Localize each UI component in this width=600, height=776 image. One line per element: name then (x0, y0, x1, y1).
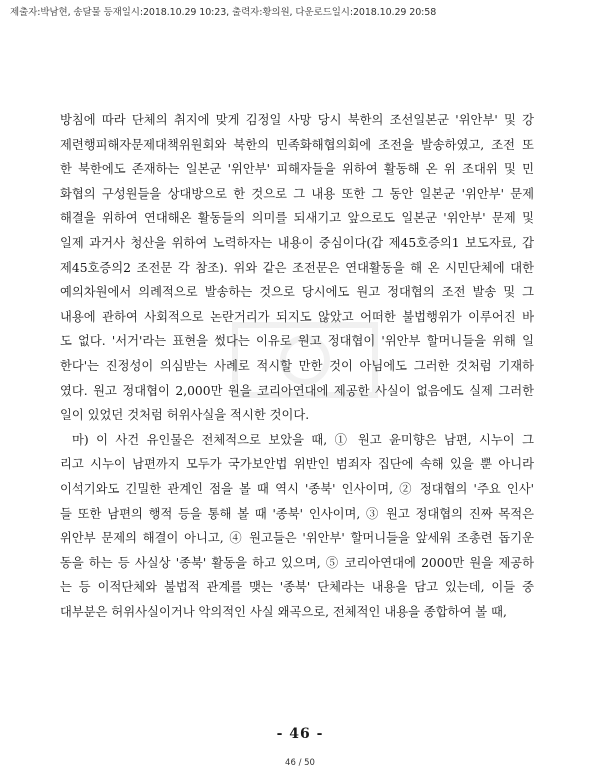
text-line: 해결을 위하여 연대해온 활동들의 의미를 되새기고 앞으로도 일본군 '위안부' 문제 및 (60, 211, 534, 226)
text-line: 한다'는 진정성이 의심받는 사례로 적시할 만한 것이 아님에도 그러한 것처럼 기재하 (60, 358, 534, 373)
text-line: 일제 과거사 청산을 위하여 노력하자는 내용이 중심이다(갑 제45호증의1 보도자료, 갑 (60, 235, 534, 250)
text-line: 예의차원에서 의례적으로 발송하는 것으로 당시에도 원고 정대협의 조전 발송 및 그 (60, 285, 534, 300)
text-line: 였다. 원고 정대협이 2,000만 원을 코리아연대에 제공한 사실이 없음에도 실제 그러한 (60, 383, 534, 398)
text-line: 일이 있었던 것처럼 허위사실을 적시한 것이다. (60, 408, 310, 423)
paragraph-2 (60, 428, 534, 625)
page-count: 46 / 50 (285, 758, 315, 768)
document-header: 제출자:박남현, 송달물 등재일시:2018.10.29 10:23, 출력자:황의원, 다운로드일시:2018.10.29 20:58 (10, 7, 437, 18)
text-line: 마) 이 사건 유인물은 전체적으로 보았을 때, ① 원고 윤미향은 남편, 시누이 그 (72, 432, 534, 447)
text-line: 리고 시누이 남편까지 모두가 국가보안법 위반인 범죄자 집단에 속해 있을 뿐 아니라 (60, 457, 534, 472)
text-line: 이석기와도 긴밀한 관계인 점을 볼 때 역시 '종북' 인사이며, ② 정대협의 '주요 인사' (60, 481, 534, 496)
page-number: - 46 - (276, 726, 324, 742)
text-line: 동을 하는 등 사실상 '종북' 활동을 하고 있으며, ⑤ 코리아연대에 2000만 원을 제공하 (60, 555, 534, 570)
text-line: 도 없다. '서거'라는 표현을 썼다는 이유로 원고 정대협이 '위안부 할머니들을 위해 일 (60, 334, 534, 349)
text-line: 방침에 따라 단체의 취지에 맞게 김정일 사망 당시 북한의 조선일본군 '위안부' 및 강 (60, 113, 534, 127)
text-line: 한 북한에도 존재하는 일본군 '위안부' 피해자들을 위하여 활동해 온 위 조대위 및 민 (60, 162, 534, 177)
text-line: 제45호증의2 조전문 각 참조). 위와 같은 조전문은 연대활동을 해 온 시민단체에 대한 (60, 260, 534, 275)
text-line: 내용에 관하여 사회적으로 논란거리가 되지도 않았고 어떠한 불법행위가 이루어진 바 (60, 309, 534, 324)
text-line: 대부분은 허위사실이거나 악의적인 사실 왜곡으로, 전체적인 내용을 종합하여 볼 때, (60, 604, 507, 619)
text-line: 제련행피해자문제대책위원회와 북한의 민족화해협의회에 조전을 발송하였고, 조전 또 (60, 137, 534, 152)
paragraph-1 (60, 108, 534, 428)
text-line: 들 또한 남편의 행적 등을 통해 볼 때 '종북' 인사이며, ③ 원고 정대협의 진짜 목적은 (60, 506, 534, 521)
text-line: 는 등 이적단체와 불법적 관계를 맺는 '종북' 단체라는 내용을 담고 있는데, 이들 중 (60, 580, 534, 595)
text-line: 화협의 구성원들을 상대방으로 한 것으로 그 내용 또한 그 동안 일본군 '위안부' 문제 (60, 186, 534, 201)
text-line: 위안부 문제의 해결이 아니고, ④ 원고들은 '위안부' 할머니들을 앞세워 조총련 돕기운 (60, 531, 534, 546)
document-body (60, 108, 534, 624)
